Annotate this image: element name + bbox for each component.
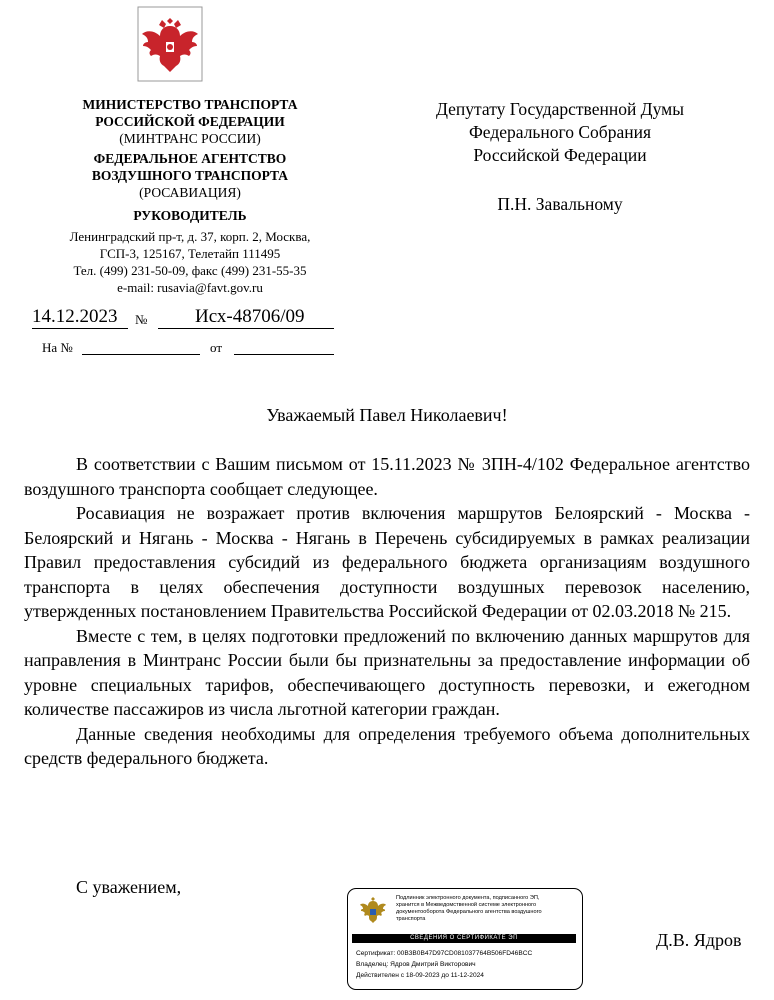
paragraph: В соответствии с Вашим письмом от 15.11.2023 № 3ПН-4/102 Федеральное агентство воздушного транспорта сообщает следующее.	[24, 454, 750, 499]
number-underline	[158, 328, 334, 329]
agency-header	[40, 150, 340, 201]
ministry-header	[40, 96, 340, 147]
stamp-certificate-bar: СВЕДЕНИЯ О СЕРТИФИКАТЕ ЭП	[352, 934, 576, 943]
address-line1: Ленинградский пр-т, д. 37, корп. 2, Москва,	[69, 229, 311, 244]
addressee-line3: Российской Федерации	[473, 145, 647, 165]
role-title: РУКОВОДИТЕЛЬ	[133, 208, 247, 223]
paragraph: Росавиация не возражает против включения маршрутов Белоярский - Москва - Белоярский и Нягань - Москва - Нягань в Перечень субсидируемых в рамках реализации Правил предоставления субсидий из федерального бюджета организациям воздушного транспорта в целях обеспечения доступности воздушных перевозок населению, утвержденных постановлением Правительства Российской Федерации от 02.03.2018 № 215.	[24, 503, 750, 621]
from-label: от	[210, 340, 223, 355]
stamp-notice	[396, 895, 576, 923]
stamp-emblem-icon	[360, 895, 386, 925]
greeting: Уважаемый Павел Николаевич!	[266, 405, 508, 425]
addressee-name: П.Н. Завальному	[497, 194, 623, 214]
certificate-validity: Действителен с 18-09-2023 до 11-12-2024	[356, 972, 484, 979]
agency-line2: ВОЗДУШНОГО ТРАНСПОРТА	[91, 168, 289, 183]
coat-of-arms-icon	[137, 6, 203, 82]
stamp-notice-line: хранится в Межведомственной системе электронного	[396, 902, 537, 908]
phone-line: Тел. (499) 231-50-09, факс (499) 231-55-35	[73, 263, 307, 278]
from-underline	[234, 354, 334, 355]
signer-name: Д.В. Ядров	[656, 930, 742, 950]
certificate-number: Сертификат: 00B3B0B47D97CD081037764B506FD46BCC	[356, 950, 533, 957]
letter-body	[24, 452, 750, 771]
in-reply-label: На №	[42, 340, 73, 355]
paragraph: Данные сведения необходимы для определения требуемого объема дополнительных средств федерального бюджета.	[24, 723, 750, 768]
agency-address	[40, 228, 340, 296]
stamp-notice-line: транспорта	[396, 916, 426, 922]
paragraph: Вместе с тем, в целях подготовки предложений по включению данных маршрутов для направления в Минтранс России были бы признательны за предоставление информации об уровне специальных тарифов, обеспечивающего доступность перевозки, и ежегодном количестве пассажиров из числа льготной категории граждан.	[24, 625, 750, 719]
addressee-line1: Депутату Государственной Думы	[436, 99, 684, 119]
stamp-notice-line: Подлинник электронного документа, подписанного ЭП,	[396, 895, 540, 901]
closing: С уважением,	[76, 877, 182, 897]
addressee-block	[390, 98, 730, 167]
agency-short: (РОСАВИАЦИЯ)	[139, 185, 241, 200]
date-underline	[32, 328, 128, 329]
stamp-certificate-info	[356, 948, 578, 981]
number-sign: №	[135, 312, 148, 327]
in-reply-underline	[82, 354, 200, 355]
certificate-owner: Владелец: Ядров Дмитрий Викторович	[356, 961, 476, 968]
addressee-line2: Федерального Собрания	[468, 122, 652, 142]
outgoing-date: 14.12.2023	[32, 306, 118, 327]
ministry-line2: РОССИЙСКОЙ ФЕДЕРАЦИИ	[95, 114, 285, 129]
ministry-line1: МИНИСТЕРСТВО ТРАНСПОРТА	[82, 97, 298, 112]
address-line2: ГСП-3, 125167, Телетайп 111495	[99, 246, 281, 261]
stamp-notice-line: документооборота Федерального агентства воздушного	[396, 909, 542, 915]
outgoing-number: Исх-48706/09	[195, 306, 305, 327]
role-header	[40, 207, 340, 224]
agency-line1: ФЕДЕРАЛЬНОЕ АГЕНТСТВО	[93, 151, 287, 166]
ministry-short: (МИНТРАНС РОССИИ)	[119, 131, 261, 146]
email-line: e-mail: rusavia@favt.gov.ru	[117, 280, 263, 295]
e-signature-stamp	[347, 888, 583, 990]
